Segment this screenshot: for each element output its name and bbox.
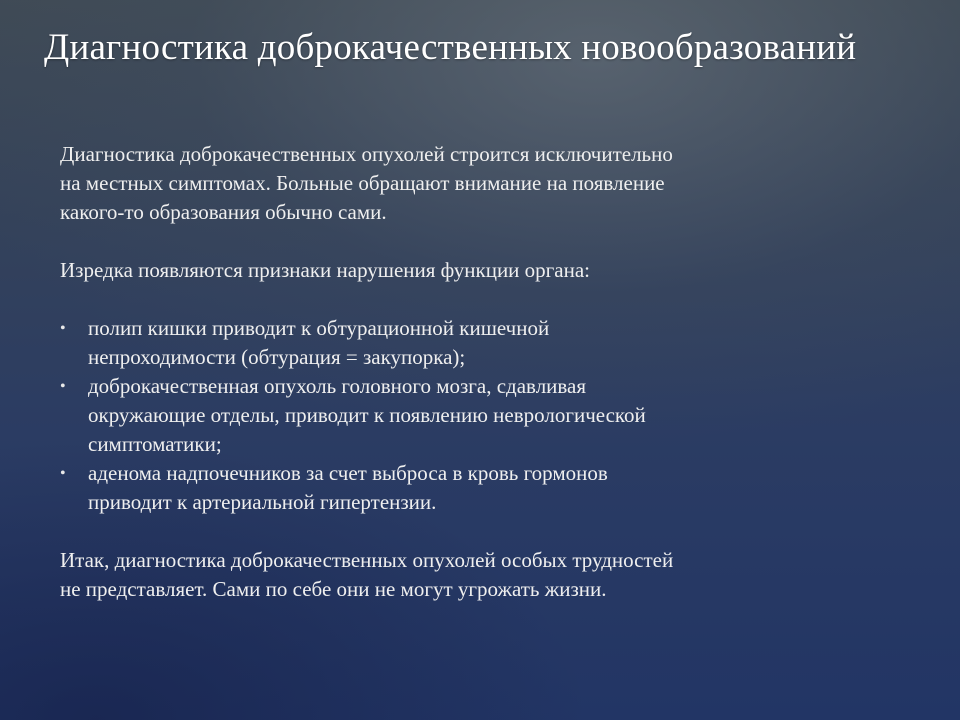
intro-line: какого-то образования обычно сами. xyxy=(60,200,387,224)
intro-line: на местных симптомах. Больные обращают внимание на появление xyxy=(60,171,665,195)
conclusion-line: не представляет. Сами по себе они не могут угрожать жизни. xyxy=(60,577,607,601)
signs-paragraph: Изредка появляются признаки нарушения функции органа: xyxy=(60,258,590,282)
intro-line: Диагностика доброкачественных опухолей строится исключительно xyxy=(60,142,673,166)
spacer xyxy=(60,517,850,546)
bullet-line: приводит к артериальной гипертензии. xyxy=(88,490,437,514)
slide-title: Диагностика доброкачественных новообразований xyxy=(44,27,857,68)
intro-paragraph xyxy=(60,140,850,227)
bullet-line: окружающие отделы, приводит к появлению неврологической xyxy=(88,403,646,427)
bullet-line: доброкачественная опухоль головного мозга, сдавливая xyxy=(88,374,587,398)
bullet-line: непроходимости (обтурация = закупорка); xyxy=(88,345,466,369)
conclusion-line: Итак, диагностика доброкачественных опухолей особых трудностей xyxy=(60,548,674,572)
bullet-icon: • xyxy=(60,378,66,395)
bullet-icon: • xyxy=(60,465,66,482)
bullet-list xyxy=(60,314,850,517)
conclusion-paragraph xyxy=(60,546,850,604)
list-item xyxy=(60,459,850,517)
list-item xyxy=(60,314,850,372)
spacer xyxy=(60,285,850,314)
slide-body xyxy=(60,140,850,604)
list-item xyxy=(60,372,850,459)
spacer xyxy=(60,227,850,256)
bullet-line: аденома надпочечников за счет выброса в кровь гормонов xyxy=(88,461,608,485)
bullet-line: полип кишки приводит к обтурационной кишечной xyxy=(88,316,550,340)
bullet-line: симптоматики; xyxy=(88,432,222,456)
bullet-icon: • xyxy=(60,320,66,337)
